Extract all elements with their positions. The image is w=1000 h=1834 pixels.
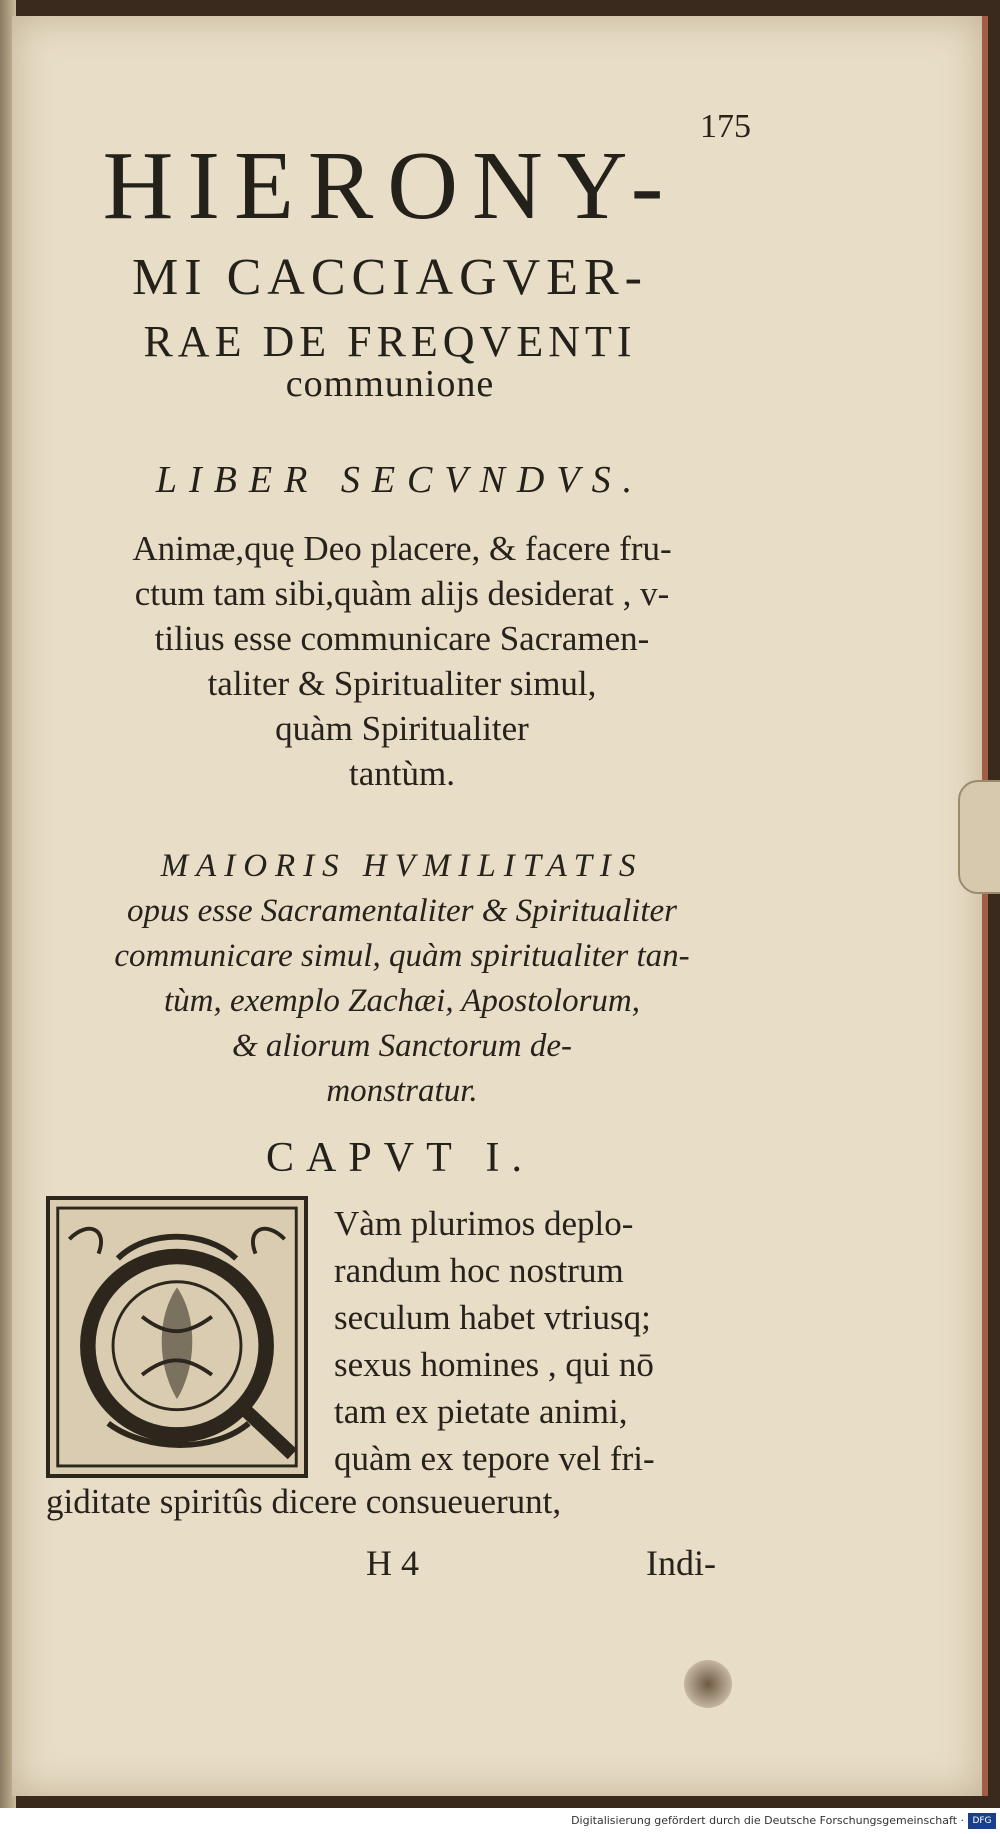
digitization-footer bbox=[0, 1808, 1000, 1834]
signature-mark: H 4 bbox=[366, 1543, 419, 1583]
title-line-3: RAE DE FREQVENTI bbox=[143, 317, 637, 366]
argument-paragraph bbox=[52, 526, 752, 796]
argument-line: tilius esse communicare Sacramen- bbox=[154, 619, 650, 658]
argument-line: tantùm. bbox=[349, 754, 455, 793]
summary-paragraph bbox=[52, 844, 752, 1114]
argument-line: quàm Spiritualiter bbox=[275, 709, 529, 748]
summary-line: monstratur. bbox=[326, 1073, 478, 1109]
summary-line: opus esse Sacramentaliter & Spiritualiter bbox=[127, 893, 677, 929]
text-line: seculum habet vtriusq; bbox=[334, 1298, 651, 1337]
dfg-logo: DFG bbox=[968, 1813, 996, 1829]
summary-line: MAIORIS HVMILITATIS bbox=[160, 848, 644, 884]
book-heading: LIBER SECVNDVS. bbox=[155, 459, 645, 501]
catchword: Indi- bbox=[646, 1543, 716, 1583]
footer-credit: Digitalisierung gefördert durch die Deutsche Forschungsgemeinschaft · bbox=[571, 1814, 964, 1827]
text-line: tam ex pietate animi, bbox=[334, 1392, 628, 1431]
text-line: sexus homines , qui nō bbox=[334, 1345, 654, 1384]
title-line-1: HIERONY- bbox=[102, 132, 678, 240]
ink-stain bbox=[684, 1660, 732, 1708]
chapter-text bbox=[334, 1200, 744, 1482]
summary-line: tùm, exemplo Zachæi, Apostolorum, bbox=[163, 983, 641, 1019]
text-line: quàm ex tepore vel fri- bbox=[334, 1439, 655, 1478]
title-line-4: communione bbox=[285, 363, 495, 405]
page-number: 175 bbox=[700, 108, 751, 145]
decorated-initial-q bbox=[46, 1196, 308, 1478]
ornament-icon bbox=[50, 1200, 304, 1474]
title-line-2: MI CACCIAGVER- bbox=[132, 249, 648, 306]
summary-line: & aliorum Sanctorum de- bbox=[231, 1028, 573, 1064]
argument-line: Animæ,quę Deo placere, & facere fru- bbox=[132, 529, 672, 568]
page-tab bbox=[958, 780, 1000, 894]
summary-line: communicare simul, quàm spiritualiter tan- bbox=[114, 938, 690, 974]
text-line: Vàm plurimos deplo- bbox=[334, 1204, 634, 1243]
text-line-full-width: giditate spiritûs dicere consueuerunt, bbox=[46, 1482, 562, 1521]
argument-line: ctum tam sibi,quàm alijs desiderat , v- bbox=[134, 574, 670, 613]
chapter-heading: CAPVT I. bbox=[266, 1135, 534, 1181]
argument-line: taliter & Spiritualiter simul, bbox=[207, 664, 597, 703]
text-line: randum hoc nostrum bbox=[334, 1251, 624, 1290]
